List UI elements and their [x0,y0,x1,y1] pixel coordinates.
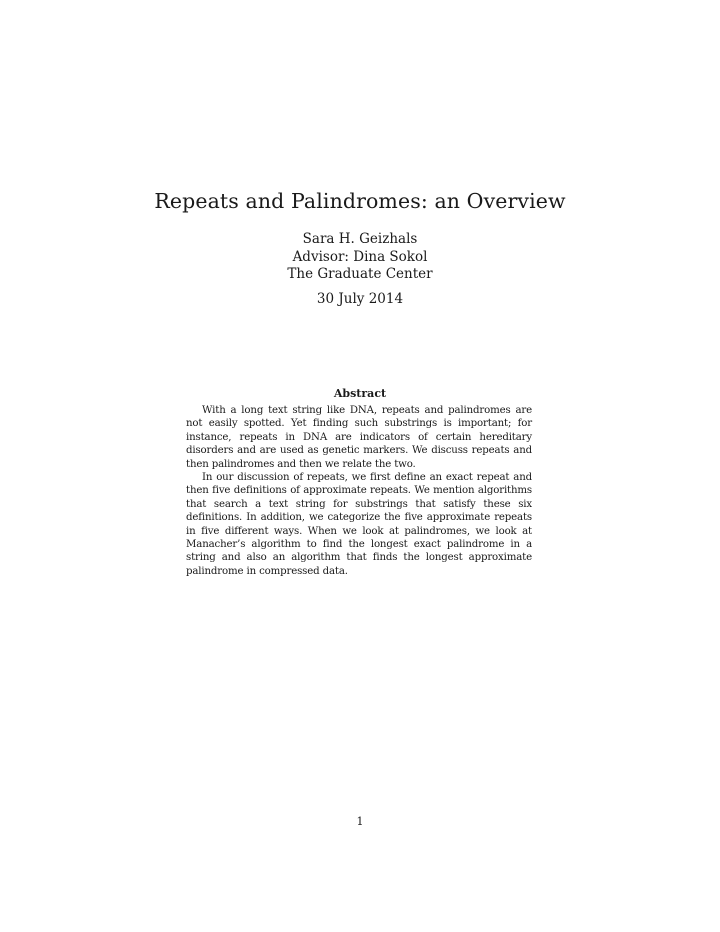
institution: The Graduate Center [287,266,433,282]
author-block [0,231,720,284]
author-name: Sara H. Geizhals [302,231,418,247]
paper-date: 30 July 2014 [316,291,404,307]
advisor-name: Advisor: Dina Sokol [292,248,428,265]
abstract-paragraph: With a long text string like DNA, repeats and palindromes are not easily spotted. Yet finding such substrings is important; for instance, repeats in DNA are indicators of certain hereditary disorders and are used as genetic markers. We discuss repeats and then palindromes and then we relate the two. [186,405,532,470]
paper-title: Repeats and Palindromes: an Overview [154,189,566,213]
abstract-paragraph: In our discussion of repeats, we first define an exact repeat and then five definitions of approximate repeats. We mention algorithms that search a text string for substrings that satisfy these six definitions. In addition, we categorize the five approximate repeats in five different ways. When we look at palindromes, we look at Manacher’s algorithm to find the longest exact palindrome in a string and also an algorithm that finds the longest approximate palindrome in compressed data. [186,472,532,577]
abstract-heading: Abstract [333,387,387,400]
page-number: 1 [356,815,364,828]
abstract-body [186,404,532,578]
